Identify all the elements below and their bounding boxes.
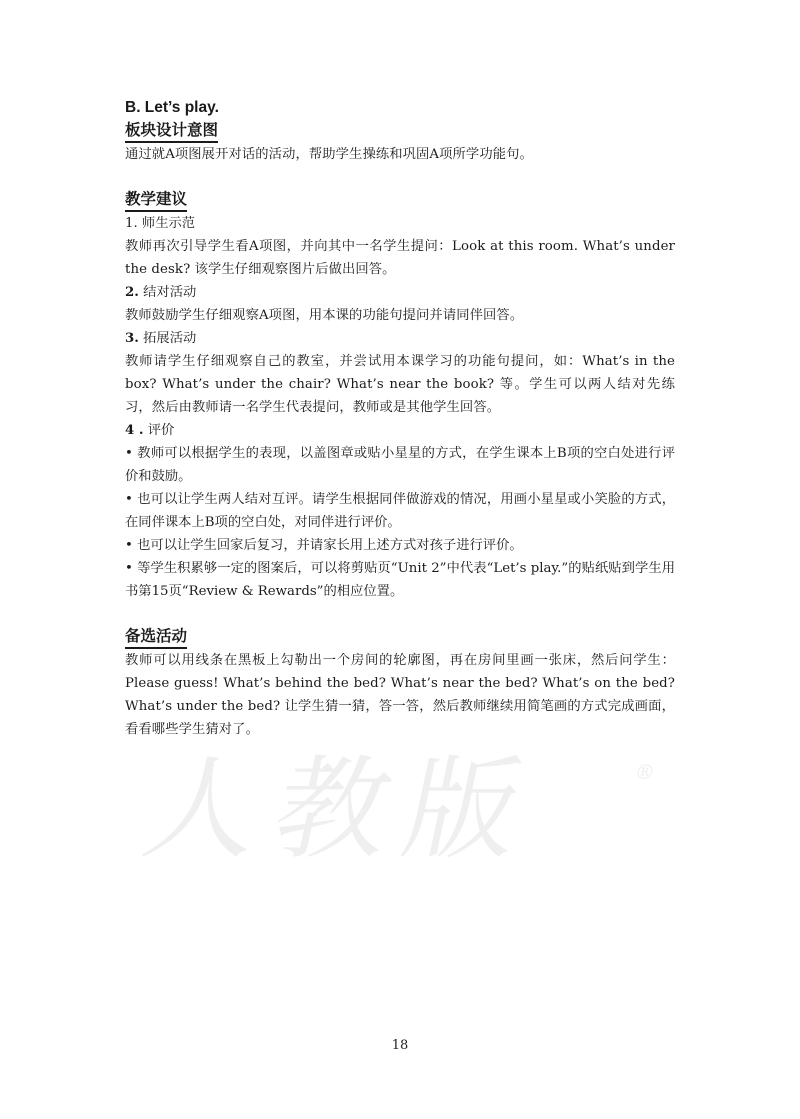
teaching-heading: 教学建议: [125, 188, 187, 212]
teaching-item-text: 教师鼓励学生仔细观察A项图，用本课的功能句提问并请同伴回答。: [125, 308, 524, 323]
item-number: 4 .: [125, 423, 144, 438]
item-number: 3.: [125, 331, 139, 346]
page-number: 18: [391, 1038, 409, 1053]
item-title: 结对活动: [143, 285, 197, 300]
evaluation-bullet: • 等学生积累够一定的图案后，可以将剪贴页“Unit 2”中代表“Let’s play.”的贴纸贴到学生用书第15页“Review & Rewards”的相应位置。: [125, 561, 675, 599]
evaluation-bullet: • 也可以让学生两人结对互评。请学生根据同伴做游戏的情况，用画小星星或小笑脸的方式，在同伴课本上B项的空白处，对同伴进行评价。: [125, 492, 675, 530]
section-label: B. Let’s play.: [125, 99, 219, 116]
alternative-section: [125, 625, 675, 741]
page-content: [125, 97, 675, 741]
alternative-text: 教师可以用线条在黑板上勾勒出一个房间的轮廓图，再在房间里画一张床，然后问学生：Please guess! What’s behind the bed? What’s near the bed? What’s on the bed? What’s under the bed? 让学生猜一猜，答一答，然后教师继续用简笔画的方式完成画面，看看哪些学生猜对了。: [125, 653, 675, 737]
teaching-item-title: [125, 327, 675, 350]
design-intent-section: [125, 119, 675, 166]
teaching-item-text: 教师请学生仔细观察自己的教室，并尝试用本课学习的功能句提问，如：What’s in the box? What’s under the chair? What’s near the book? 等。学生可以两人结对先练习，然后由教师请一名学生代表提问，教师或是其他学生回答。: [125, 354, 675, 415]
teaching-section: [125, 188, 675, 603]
item-number: 2.: [125, 285, 139, 300]
teaching-item-title: [125, 281, 675, 304]
teaching-item-text: 教师再次引导学生看A项图，并向其中一名学生提问：Look at this room. What’s under the desk? 该学生仔细观察图片后做出回答。: [125, 239, 675, 277]
evaluation-bullet: • 也可以让学生回家后复习，并请家长用上述方式对孩子进行评价。: [125, 538, 523, 553]
teaching-item-title: [125, 212, 675, 235]
item-number: 1.: [125, 216, 138, 231]
teaching-item-title: [125, 419, 675, 442]
item-title: 评价: [147, 423, 175, 438]
evaluation-bullet: • 教师可以根据学生的表现，以盖图章或贴小星星的方式，在学生课本上B项的空白处进行评价和鼓励。: [125, 446, 675, 484]
design-intent-heading: 板块设计意图: [125, 119, 218, 143]
publisher-watermark: 人教版 ®: [132, 745, 658, 875]
alternative-heading: 备选活动: [125, 625, 187, 649]
design-intent-text: 通过就A项图展开对话的活动，帮助学生操练和巩固A项所学功能句。: [125, 147, 533, 162]
item-title: 师生示范: [141, 216, 196, 231]
item-title: 拓展活动: [143, 331, 197, 346]
